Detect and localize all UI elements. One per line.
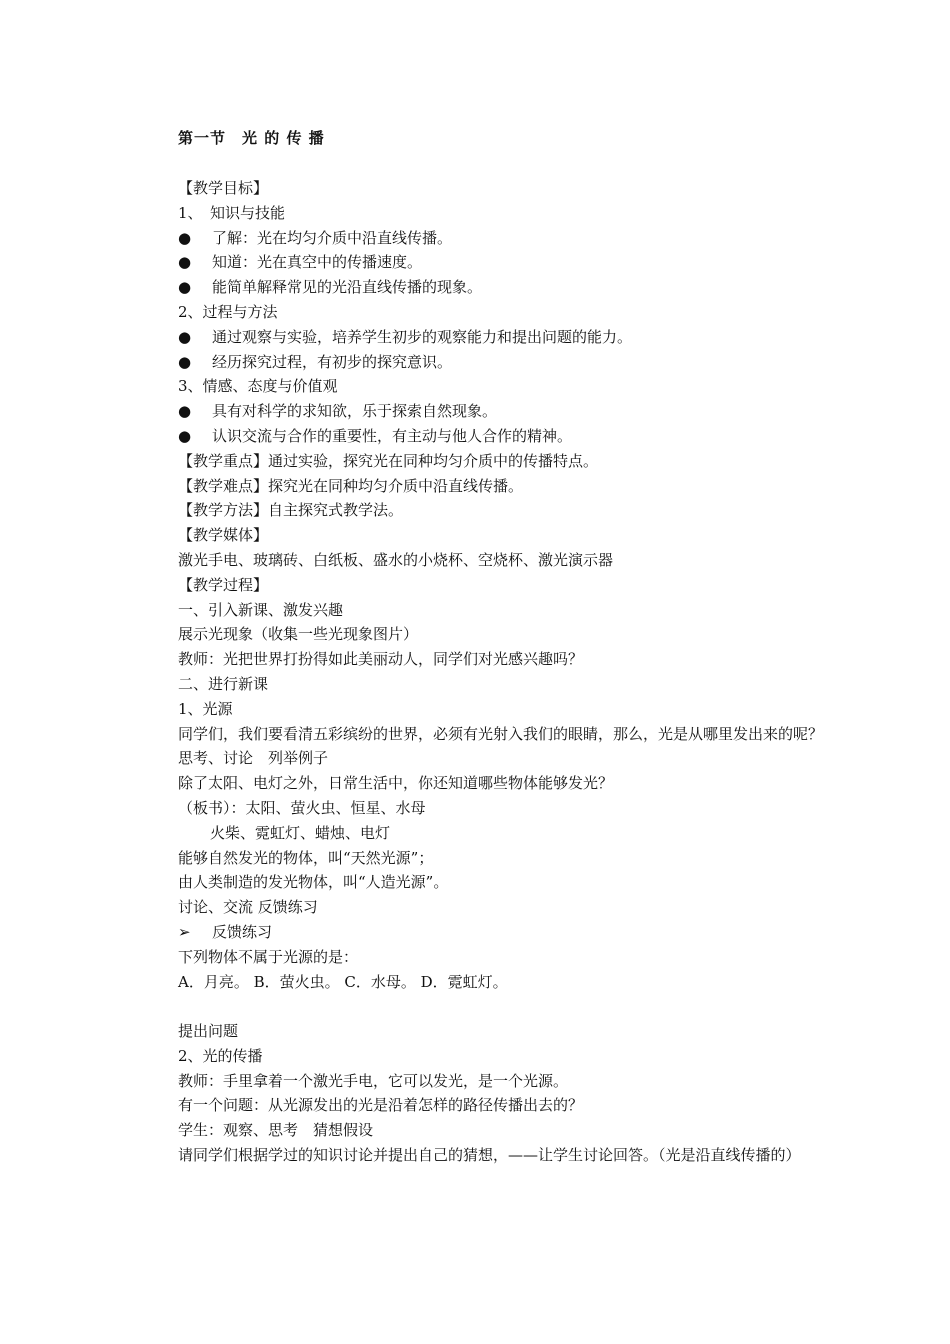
paragraph: 请同学们根据学过的知识讨论并提出自己的猜想，——让学生讨论回答。（光是沿直线传播的） <box>178 1146 801 1165</box>
section2-title: 2、过程与方法 <box>178 302 278 321</box>
list-item: ● 通过观察与实验，培养学生初步的观察能力和提出问题的能力。 <box>146 325 826 350</box>
board-line: 火柴、霓虹灯、蜡烛、电灯 <box>210 823 391 842</box>
feedback-title: ➢ 反馈练习 <box>146 920 826 945</box>
paragraph: 提出问题 <box>178 1022 239 1041</box>
media-heading: 【教学媒体】 <box>178 526 269 545</box>
sub1-title: 1、光源 <box>178 699 233 718</box>
paragraph: 思考、讨论 列举例子 <box>178 749 329 768</box>
section1-title: 1、 知识与技能 <box>178 203 286 222</box>
paragraph: 展示光现象（收集一些光现象图片） <box>178 625 419 644</box>
difficulty: 【教学难点】探究光在同种均匀介质中沿直线传播。 <box>178 476 524 495</box>
list-item: ● 知道：光在真空中的传播速度。 <box>146 250 826 275</box>
paragraph: 除了太阳、电灯之外，日常生活中，你还知道哪些物体能够发光？ <box>178 774 614 793</box>
bullet-icon: ● <box>178 228 192 247</box>
paragraph: 有一个问题：从光源发出的光是沿着怎样的路径传播出去的？ <box>178 1096 584 1115</box>
part1-title: 一、引入新课、激发兴趣 <box>178 600 344 619</box>
board-line: （板书）：太阳、萤火虫、恒星、水母 <box>178 798 426 817</box>
paragraph: 由人类制造的发光物体，叫“人造光源”。 <box>178 873 449 892</box>
paragraph: 教师：手里拿着一个激光手电，它可以发光，是一个光源。 <box>178 1071 569 1090</box>
list-item: ● 能简单解释常见的光沿直线传播的现象。 <box>146 275 826 300</box>
spacer <box>146 994 826 1019</box>
paragraph: 讨论、交流 反馈练习 <box>178 898 318 917</box>
bullet-icon: ● <box>178 278 192 297</box>
arrow-icon: ➢ <box>178 922 191 941</box>
media-list: 激光手电、玻璃砖、白纸板、盛水的小烧杯、空烧杯、激光演示器 <box>178 550 614 569</box>
exercise-question: 下列物体不属于光源的是： <box>178 947 359 966</box>
paragraph: 同学们，我们要看清五彩缤纷的世界，必须有光射入我们的眼睛，那么，光是从哪里发出来的呢？ <box>178 724 824 743</box>
key-point: 【教学重点】通过实验，探究光在同种均匀介质中的传播特点。 <box>178 451 599 470</box>
teaching-method: 【教学方法】自主探究式教学法。 <box>178 501 404 520</box>
bullet-icon: ● <box>178 402 192 421</box>
paragraph: 教师：光把世界打扮得如此美丽动人，同学们对光感兴趣吗？ <box>178 650 584 669</box>
paragraph: 学生：观察、思考 猜想假设 <box>178 1121 374 1140</box>
page-title: 第一节 光 的 传 播 <box>178 129 325 147</box>
list-item: ● 具有对科学的求知欲，乐于探索自然现象。 <box>146 399 826 424</box>
part2-title: 二、进行新课 <box>178 674 269 693</box>
bullet-icon: ● <box>178 426 192 445</box>
list-item: ● 了解：光在均匀介质中沿直线传播。 <box>146 226 826 251</box>
process-heading: 【教学过程】 <box>178 575 269 594</box>
bullet-icon: ● <box>178 327 192 346</box>
objectives-heading: 【教学目标】 <box>178 179 269 197</box>
section3-title: 3、情感、态度与价值观 <box>178 377 338 396</box>
sub2-title: 2、光的传播 <box>178 1046 263 1065</box>
list-item: ● 经历探究过程，有初步的探究意识。 <box>146 350 826 375</box>
bullet-icon: ● <box>178 253 192 272</box>
list-item: ● 认识交流与合作的重要性，有主动与他人合作的精神。 <box>146 424 826 449</box>
exercise-options: A．月亮。 B．萤火虫。 C．水母。 D．霓虹灯。 <box>178 972 508 991</box>
bullet-icon: ● <box>178 352 192 371</box>
document-body <box>146 176 826 1168</box>
paragraph: 能够自然发光的物体，叫“天然光源”； <box>178 848 434 867</box>
